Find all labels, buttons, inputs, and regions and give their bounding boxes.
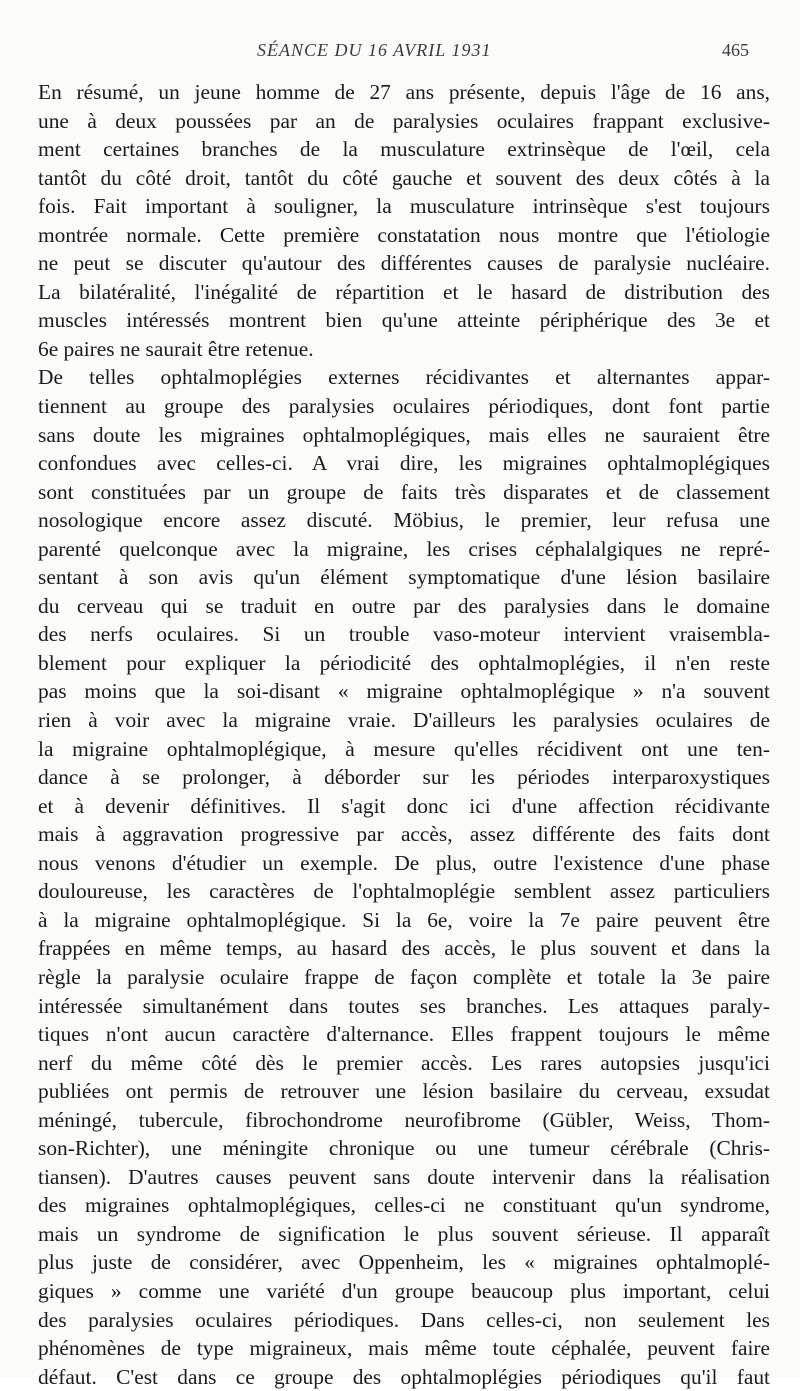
text-line: douloureuse, les caractères de l'ophtalmoplégie semblent assez particuliers [38,879,770,904]
text-line: montrée normale. Cette première constatation nous montre que l'étiologie [38,222,770,247]
text-line: nerf du même côté dès le premier accès. Les rares autopsies jusqu'ici [38,1050,770,1075]
text-line: des migraines ophtalmoplégiques, celles-ci ne constituant qu'un syndrome, [38,1193,770,1218]
text-line: fois. Fait important à souligner, la musculature intrinsèque s'est toujours [38,194,770,219]
running-title: SÉANCE DU 16 AVRIL 1931 [257,40,492,60]
text-line: son-Richter), une méningite chronique ou une tumeur cérébrale (Chris- [38,1136,770,1161]
text-line: et à devenir définitives. Il s'agit donc ici d'une affection récidivante [38,793,770,818]
text-line: règle la paralysie oculaire frappe de façon complète et totale la 3e paire [38,964,770,989]
text-line: nous venons d'étudier un exemple. De plus, outre l'existence d'une phase [38,850,770,875]
text-line: sentant à son avis qu'un élément symptomatique d'une lésion basilaire [38,565,770,590]
text-line: intéressée simultanément dans toutes ses branches. Les attaques paraly- [38,993,770,1018]
text-line: sont constituées par un groupe de faits très disparates et de classement [38,479,770,504]
text-line: muscles intéressés montrent bien qu'une atteinte périphérique des 3e et [38,308,770,333]
text-line: publiées ont permis de retrouver une lésion basilaire du cerveau, exsudat [38,1079,770,1104]
text-line: la migraine ophtalmoplégique, à mesure qu'elles récidivent ont une ten- [38,736,770,761]
text-line: tiansen). D'autres causes peuvent sans doute intervenir dans la réalisation [38,1164,770,1189]
text-line: phénomènes de type migraineux, mais même toute céphalée, peuvent faire [38,1336,770,1361]
text-line: La bilatéralité, l'inégalité de répartition et le hasard de distribution des [38,279,770,304]
text-line: du cerveau qui se traduit en outre par des paralysies dans le domaine [38,593,770,618]
text-line: défaut. C'est dans ce groupe des ophtalmoplégies périodiques qu'il faut [38,1364,770,1389]
text-line: pas moins que la soi-disant « migraine ophtalmoplégique » n'a souvent [38,679,770,704]
text-line: giques » comme une variété d'un groupe beaucoup plus important, celui [38,1278,770,1303]
text-line: tiennent au groupe des paralysies oculaires périodiques, dont font partie [38,394,770,419]
text-line: tiques n'ont aucun caractère d'alternance. Elles frappent toujours le même [38,1022,770,1047]
text-line: des nerfs oculaires. Si un trouble vaso-moteur intervient vraisembla- [38,622,770,647]
text-line: des paralysies oculaires périodiques. Dans celles-ci, non seulement les [38,1307,770,1332]
text-line: mais à aggravation progressive par accès, assez différente des faits dont [38,822,770,847]
text-line: dance à se prolonger, à déborder sur les périodes interparoxystiques [38,765,770,790]
text-line: ne peut se discuter qu'autour des différentes causes de paralysie nucléaire. [38,251,770,276]
text-line: ment certaines branches de la musculature extrinsèque de l'œil, cela [38,137,770,162]
text-line: De telles ophtalmoplégies externes récidivantes et alternantes appar- [38,365,770,390]
text-line: confondues avec celles-ci. A vrai dire, les migraines ophtalmoplégiques [38,451,770,476]
text-line: mais un syndrome de signification le plus souvent sérieuse. Il apparaît [38,1221,770,1246]
text-line: une à deux poussées par an de paralysies oculaires frappant exclusive- [38,108,770,133]
text-line: blement pour expliquer la périodicité des ophtalmoplégies, il n'en reste [38,650,770,675]
body-text [38,78,770,1391]
text-line: nosologique encore assez discuté. Möbius, le premier, leur refusa une [38,508,770,533]
text-line: méningé, tubercule, fibrochondrome neurofibrome (Gübler, Weiss, Thom- [38,1107,770,1132]
text-line: à la migraine ophtalmoplégique. Si la 6e, voire la 7e paire peuvent être [38,907,770,932]
text-line: frappées en même temps, au hasard des accès, le plus souvent et dans la [38,936,770,961]
text-line: 6e paires ne saurait être retenue. [38,336,314,361]
text-line: rien à voir avec la migraine vraie. D'ailleurs les paralysies oculaires de [38,708,770,733]
text-line: En résumé, un jeune homme de 27 ans présente, depuis l'âge de 16 ans, [38,80,770,104]
page-number: 465 [722,40,749,60]
text-line: sans doute les migraines ophtalmoplégiques, mais elles ne sauraient être [38,422,770,447]
text-line: plus juste de considérer, avec Oppenheim, les « migraines ophtalmoplé- [38,1250,770,1275]
text-line: parenté quelconque avec la migraine, les crises céphalalgiques ne repré- [38,536,770,561]
running-head [0,40,800,64]
text-line: tantôt du côté droit, tantôt du côté gauche et souvent des deux côtés à la [38,165,770,190]
